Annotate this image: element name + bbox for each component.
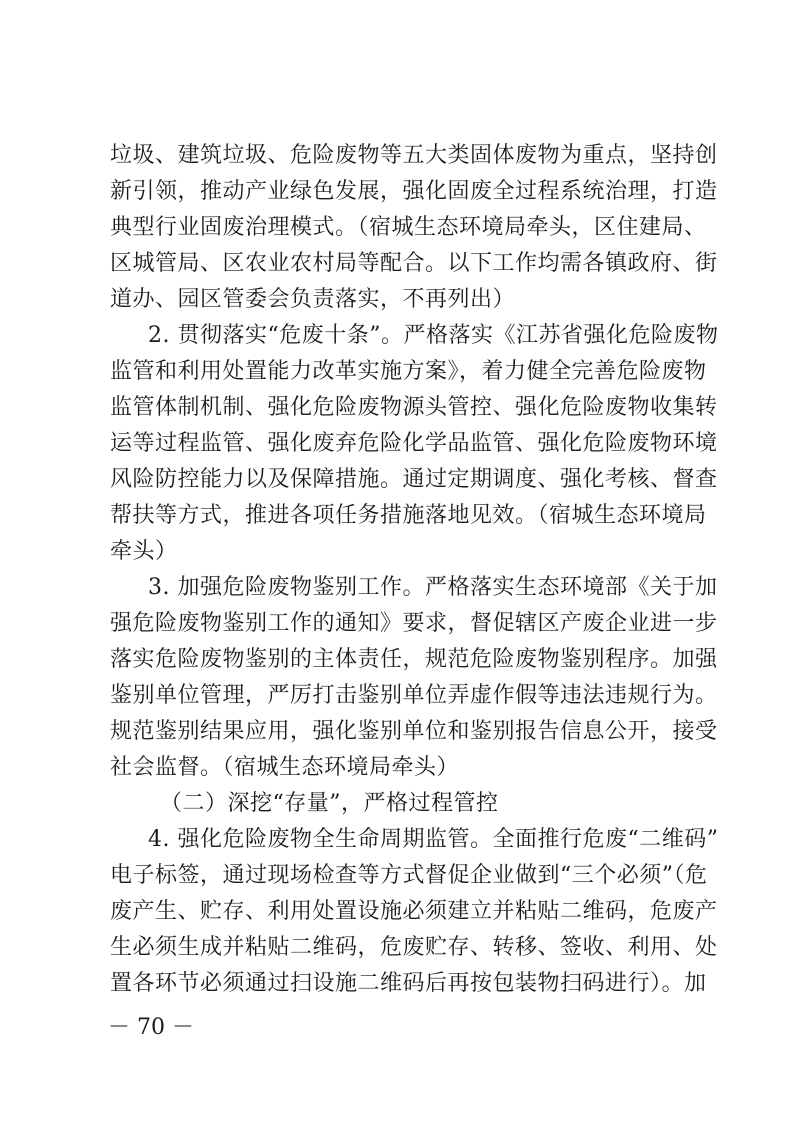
body-line: 帮扶等方式，推进各项任务措施落地见效。（宿城生态环境局 — [110, 503, 707, 528]
body-line: 道办、园区管委会负责落实，不再列出） — [110, 287, 516, 312]
section-heading: （二）深挖“存量”，严格过程管控 — [160, 791, 499, 816]
body-line: 落实危险废物鉴别的主体责任，规范危险废物鉴别程序。加强 — [110, 647, 718, 672]
body-line: 社会监督。（宿城生态环境局牵头） — [110, 755, 460, 780]
body-line: 规范鉴别结果应用，强化鉴别单位和鉴别报告信息公开，接受 — [110, 719, 718, 744]
paragraph-3-first-line: 3. 加强危险废物鉴别工作。严格落实生态环境部《关于加 — [148, 575, 718, 600]
page-number: － 70 － — [108, 1015, 194, 1040]
body-line: 牵头） — [110, 539, 178, 564]
body-line: 典型行业固废治理模式。（宿城生态环境局牵头，区住建局、 — [110, 215, 707, 240]
body-line: 强危险废物鉴别工作的通知》要求，督促辖区产废企业进一步 — [110, 611, 718, 636]
body-line: 垃圾、建筑垃圾、危险废物等五大类固体废物为重点，坚持创 — [110, 143, 718, 168]
body-line: 生必须生成并粘贴二维码，危废贮存、转移、签收、利用、处 — [110, 935, 718, 960]
body-line: 监管和利用处置能力改革实施方案》，着力健全完善危险废物 — [110, 359, 707, 384]
body-line: 废产生、贮存、利用处置设施必须建立并粘贴二维码，危废产 — [110, 899, 718, 924]
body-line: 风险防控能力以及保障措施。通过定期调度、强化考核、督查 — [110, 467, 718, 492]
body-line: 新引领，推动产业绿色发展，强化固废全过程系统治理，打造 — [110, 179, 718, 204]
body-line: 区城管局、区农业农村局等配合。以下工作均需各镇政府、街 — [110, 251, 718, 276]
paragraph-4-first-line: 4. 强化危险废物全生命周期监管。全面推行危废“二维码” — [148, 827, 719, 852]
paragraph-2-first-line: 2. 贯彻落实“危废十条”。严格落实《江苏省强化危险废物 — [148, 323, 719, 348]
body-line: 运等过程监管、强化废弃危险化学品监管、强化危险废物环境 — [110, 431, 718, 456]
body-line: 电子标签，通过现场检查等方式督促企业做到“三个必须”（危 — [110, 863, 708, 888]
body-line: 监管体制机制、强化危险废物源头管控、强化危险废物收集转 — [110, 395, 718, 420]
body-line: 置各环节必须通过扫设施二维码后再按包装物扫码进行）。加 — [110, 971, 707, 996]
body-line: 鉴别单位管理，严厉打击鉴别单位弄虚作假等违法违规行为。 — [110, 683, 718, 708]
